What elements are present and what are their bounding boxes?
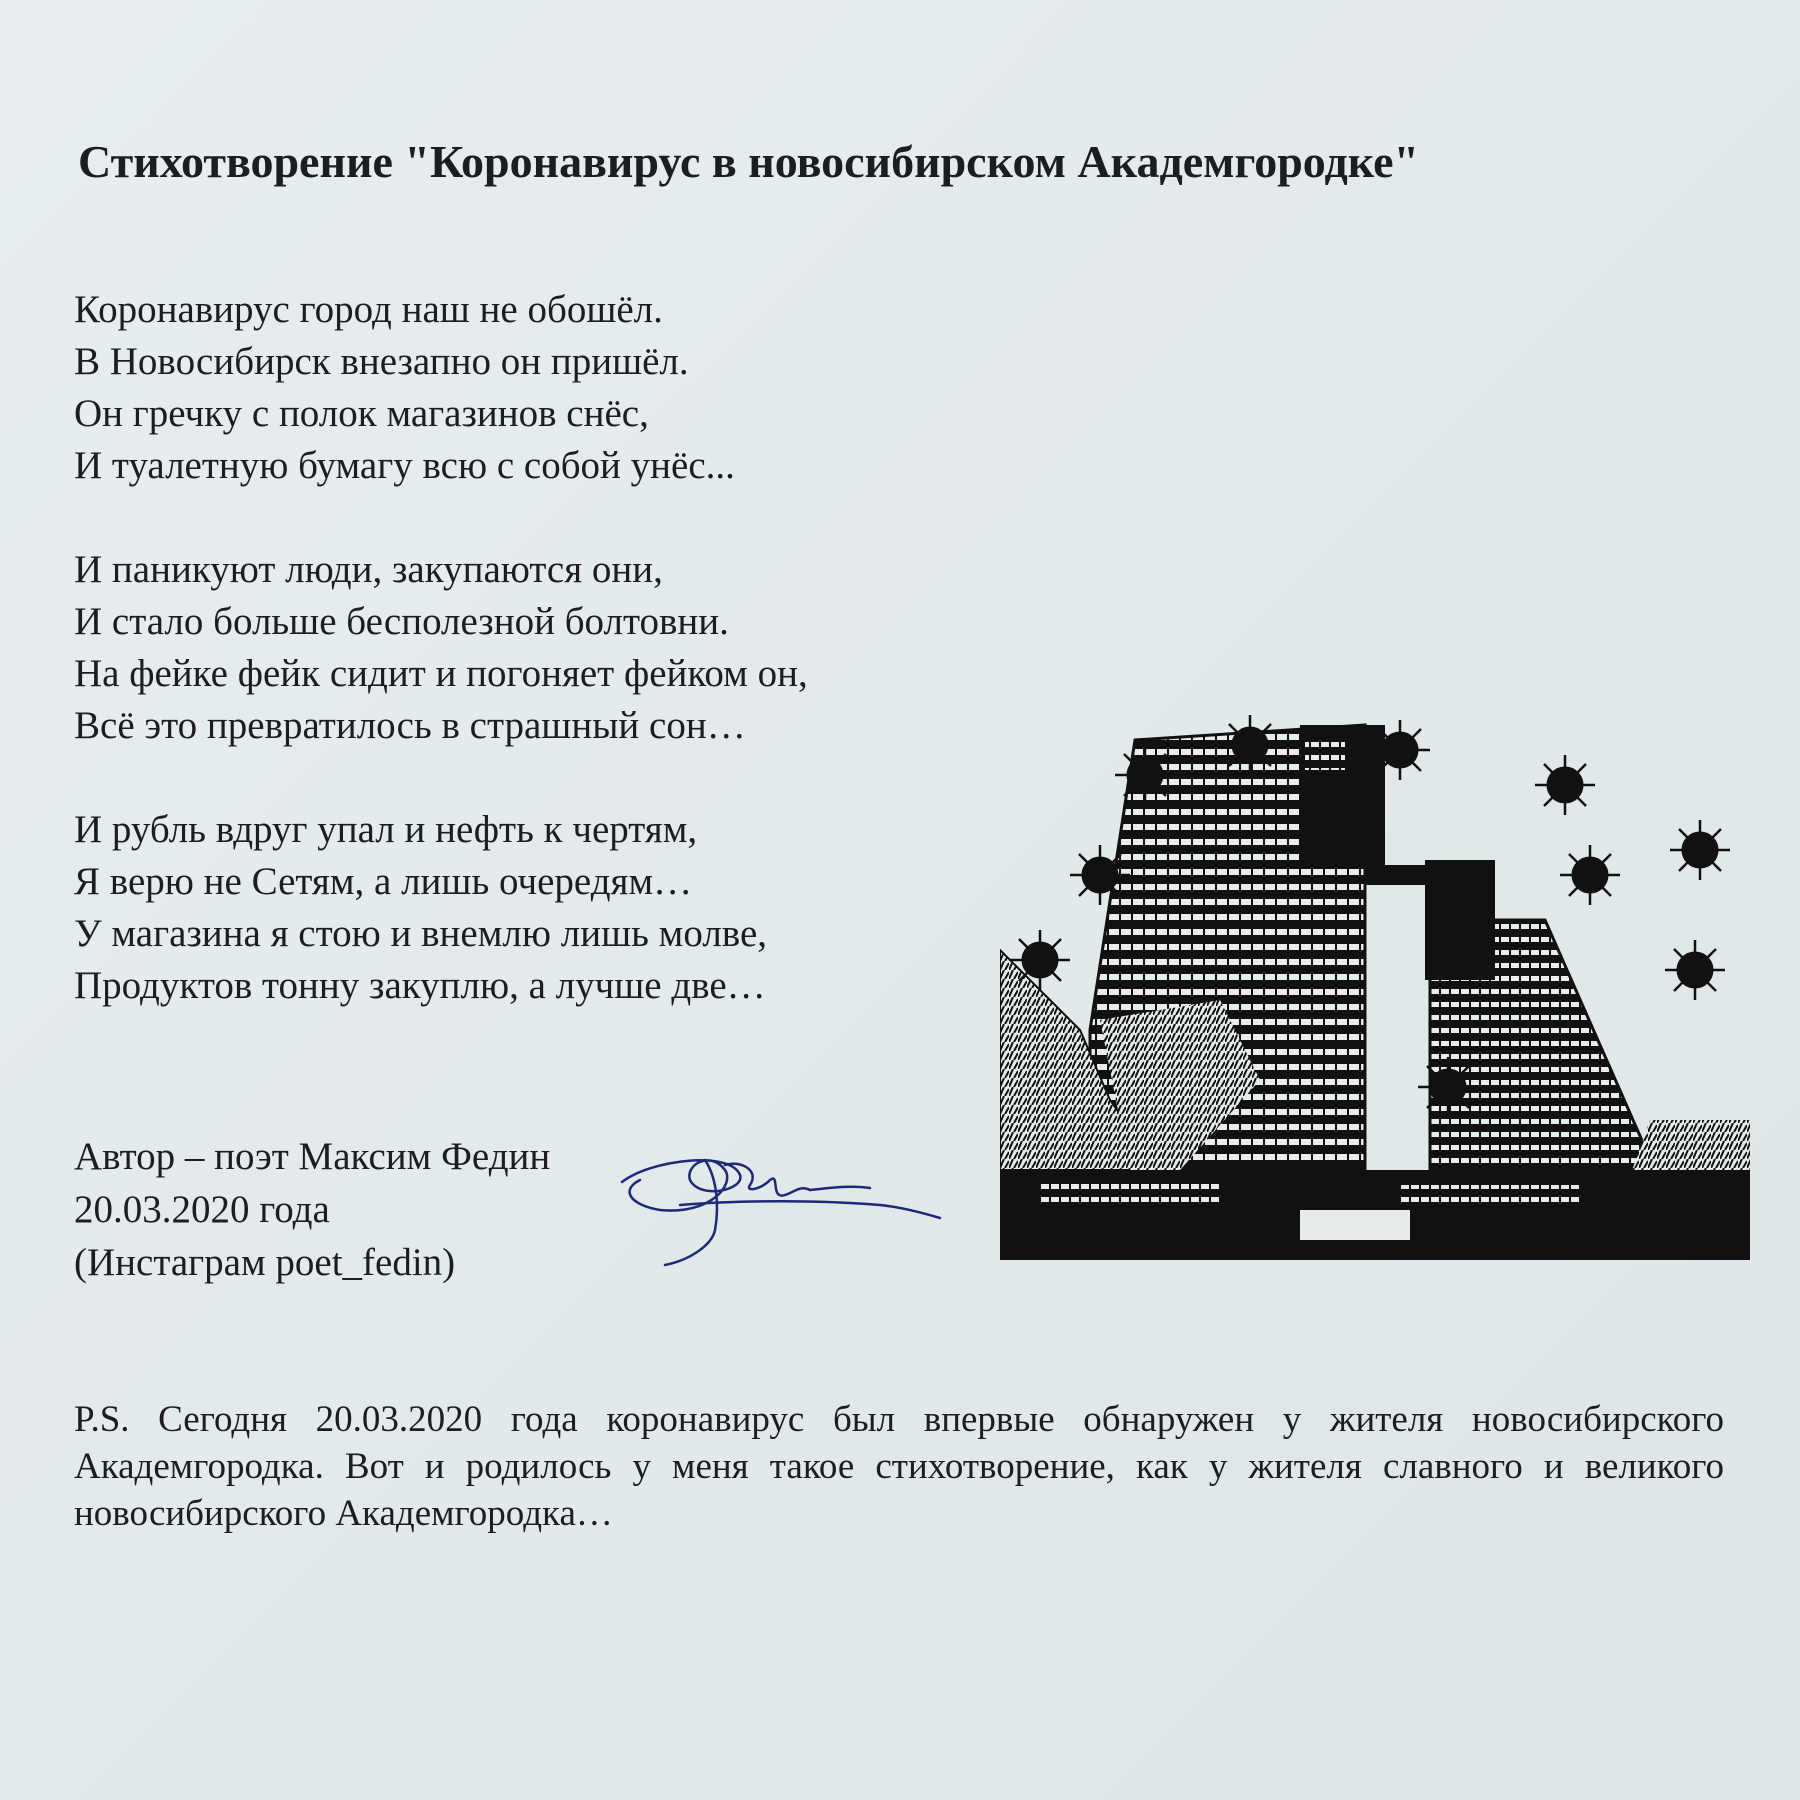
author-line: Автор – поэт Максим Федин	[74, 1135, 551, 1178]
author-block	[74, 1130, 694, 1289]
poem-line: Я верю не Сетям, а лишь очередям…	[74, 860, 693, 903]
poem-line: И паникуют люди, закупаются они,	[74, 548, 663, 591]
instagram-line: (Инстаграм poet_fedin)	[74, 1241, 456, 1284]
academgorodok-building-with-virus-icons	[1000, 700, 1750, 1260]
poem-line: На фейке фейк сидит и погоняет фейком он,	[74, 652, 808, 695]
stanza-3	[74, 804, 1024, 1012]
poem-line: Он гречку с полок магазинов снёс,	[74, 392, 649, 435]
poem-line: И рубль вдруг упал и нефть к чертям,	[74, 808, 698, 851]
date-line: 20.03.2020 года	[74, 1188, 330, 1231]
building-illustration	[1000, 725, 1750, 1260]
poem-line: Всё это превратилось в страшный сон…	[74, 704, 746, 747]
stanza-1	[74, 284, 1024, 492]
poem-body	[74, 284, 1024, 1064]
poem-line: У магазина я стою и внемлю лишь молве,	[74, 912, 768, 955]
postscript-paragraph: P.S. Сегодня 20.03.2020 года коронавирус был впервые обнаружен у жителя новосибирского Академгородка. Вот и родилось у меня такое стихотворение, как у жителя славного и великого новосибирского Академгородка…	[74, 1399, 1724, 1534]
handwritten-signature	[620, 1130, 950, 1270]
poem-line: Коронавирус город наш не обошёл.	[74, 288, 663, 331]
stanza-2	[74, 544, 1024, 752]
poem-line: В Новосибирск внезапно он пришёл.	[74, 340, 689, 383]
poem-title: Стихотворение "Коронавирус в новосибирском Академгородке"	[78, 136, 1420, 187]
poem-line: И туалетную бумагу всю с собой унёс...	[74, 444, 735, 487]
poem-line: Продуктов тонну закуплю, а лучше две…	[74, 964, 766, 1007]
poem-line: И стало больше бесполезной болтовни.	[74, 600, 729, 643]
